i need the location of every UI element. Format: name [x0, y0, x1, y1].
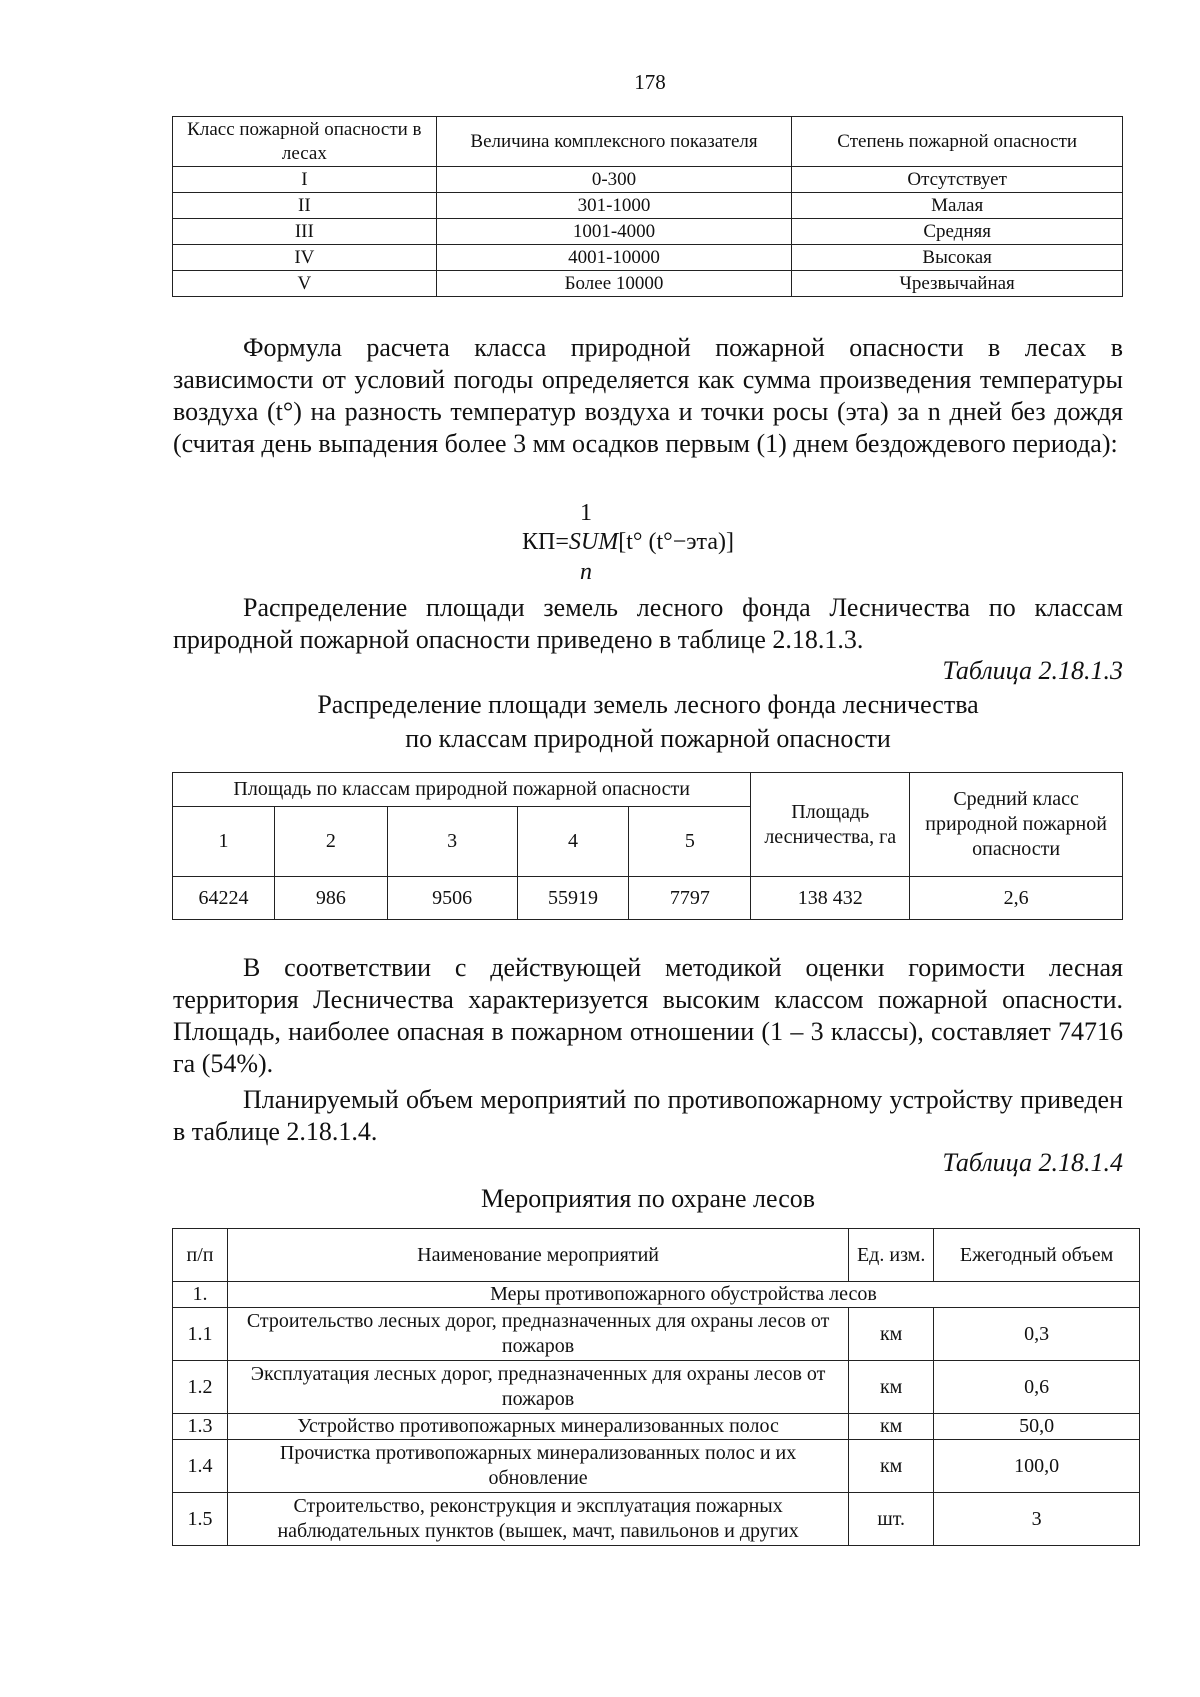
table-cell: Прочистка противопожарных минерализованных полос и их обновление	[227, 1440, 848, 1493]
table-title: Мероприятия по охране лесов	[480, 1184, 816, 1213]
table-row	[173, 219, 1123, 245]
group-header-cell: Площадь по классам природной пожарной опасности	[173, 773, 751, 807]
class-header-cell: 4	[517, 807, 629, 877]
table-cell: 100,0	[934, 1440, 1140, 1493]
table-row	[173, 193, 1123, 219]
table-cell: I	[173, 167, 437, 193]
table-header-row	[173, 117, 1123, 167]
fire-danger-class-table	[172, 116, 1123, 297]
table-cell: 4001-10000	[436, 245, 792, 271]
table-cell: 2,6	[910, 877, 1123, 920]
paragraph-text: Формула расчета класса природной пожарной опасности в лесах в зависимости от условий погоды определяется как сумма произведения температуры воздуха (t°) на разность температур воздуха и точки росы (эта) за n дней без дождя (считая день выпадения более 3 мм осадков первым (1) днем бездождевого периода):	[173, 333, 1123, 458]
section-title: Меры противопожарного обустройства лесов	[227, 1282, 1139, 1308]
table-cell: Средняя	[792, 219, 1123, 245]
class-header-cell: 1	[173, 807, 275, 877]
formula-lhs: КП=	[522, 529, 569, 555]
header-cell: Величина комплексного показателя	[436, 117, 792, 167]
table-title-line: Распределение площади земель лесного фонда лесничества	[317, 690, 979, 719]
table-cell: 1.2	[173, 1361, 228, 1414]
table-cell: 1001-4000	[436, 219, 792, 245]
table-cell: 1.4	[173, 1440, 228, 1493]
formula	[522, 500, 762, 590]
table-cell: 9506	[387, 877, 517, 920]
table-cell: км	[849, 1414, 934, 1440]
section-row	[173, 1282, 1140, 1308]
formula-body: [t° (t°−эта)]	[618, 529, 734, 555]
table-cell: км	[849, 1308, 934, 1361]
header-cell: Класс пожарной опасности в лесах	[173, 117, 437, 167]
table-header-row	[173, 773, 1123, 807]
table-row	[173, 1361, 1140, 1414]
formula-upper-limit: 1	[580, 500, 592, 526]
table-row	[173, 245, 1123, 271]
table-cell: 138 432	[751, 877, 910, 920]
avg-class-header-cell: Средний класс природной пожарной опасности	[910, 773, 1123, 877]
table-cell: Отсутствует	[792, 167, 1123, 193]
table-row	[173, 271, 1123, 297]
table-cell: V	[173, 271, 437, 297]
paragraph-text: Планируемый объем мероприятий по противопожарному устройству приведен в таблице 2.18.1.4.	[173, 1085, 1123, 1146]
table-cell: 1.5	[173, 1493, 228, 1546]
header-cell: Наименование мероприятий	[227, 1229, 848, 1282]
table-title	[173, 688, 1123, 756]
formula-lower-limit: n	[580, 559, 592, 585]
table-cell: 986	[274, 877, 387, 920]
table-cell: Эксплуатация лесных дорог, предназначенных для охраны лесов от пожаров	[227, 1361, 848, 1414]
header-cell: Ежегодный объем	[934, 1229, 1140, 1282]
table-row	[173, 877, 1123, 920]
paragraph-assessment	[173, 952, 1123, 1080]
table-row	[173, 1493, 1140, 1546]
table-number-caption: Таблица 2.18.1.4	[942, 1148, 1123, 1177]
formula-sum: SUM	[568, 529, 619, 555]
table-cell: III	[173, 219, 437, 245]
paragraph-planned-measures	[173, 1084, 1123, 1148]
table-row	[173, 167, 1123, 193]
class-header-cell: 2	[274, 807, 387, 877]
table-cell: Строительство, реконструкция и эксплуатация пожарных наблюдательных пунктов (вышек, мачт, павильонов и других	[227, 1493, 848, 1546]
table-cell: 3	[934, 1493, 1140, 1546]
header-cell: п/п	[173, 1229, 228, 1282]
table-cell: 1.1	[173, 1308, 228, 1361]
table-number-caption: Таблица 2.18.1.3	[942, 656, 1123, 685]
table-cell: 0,3	[934, 1308, 1140, 1361]
table-cell: 0-300	[436, 167, 792, 193]
table-cell: Чрезвычайная	[792, 271, 1123, 297]
table-cell: 55919	[517, 877, 629, 920]
table-cell: 7797	[629, 877, 751, 920]
table-cell: 301-1000	[436, 193, 792, 219]
paragraph-distribution-intro	[173, 592, 1123, 656]
header-cell: Ед. изм.	[849, 1229, 934, 1282]
table-row	[173, 1440, 1140, 1493]
class-header-cell: 5	[629, 807, 751, 877]
table-cell: шт.	[849, 1493, 934, 1546]
area-by-class-table	[172, 772, 1123, 920]
table-cell: 64224	[173, 877, 275, 920]
table-cell: Высокая	[792, 245, 1123, 271]
paragraph-text: Распределение площади земель лесного фонда Лесничества по классам природной пожарной опасности приведено в таблице 2.18.1.3.	[173, 593, 1123, 654]
table-title-line: по классам природной пожарной опасности	[405, 724, 891, 753]
table-cell: Малая	[792, 193, 1123, 219]
table-cell: 50,0	[934, 1414, 1140, 1440]
table-row	[173, 1414, 1140, 1440]
section-number: 1.	[173, 1282, 228, 1308]
table-cell: км	[849, 1361, 934, 1414]
table-cell: Устройство противопожарных минерализованных полос	[227, 1414, 848, 1440]
header-cell: Степень пожарной опасности	[792, 117, 1123, 167]
page-number: 178	[634, 70, 666, 94]
table-header-row	[173, 1229, 1140, 1282]
table-cell: 1.3	[173, 1414, 228, 1440]
table-cell: Более 10000	[436, 271, 792, 297]
forest-protection-measures-table	[172, 1228, 1140, 1546]
table-cell: II	[173, 193, 437, 219]
table-cell: км	[849, 1440, 934, 1493]
table-cell: IV	[173, 245, 437, 271]
class-header-cell: 3	[387, 807, 517, 877]
area-header-cell: Площадь лесничества, га	[751, 773, 910, 877]
table-row	[173, 1308, 1140, 1361]
table-cell: Строительство лесных дорог, предназначенных для охраны лесов от пожаров	[227, 1308, 848, 1361]
table-cell: 0,6	[934, 1361, 1140, 1414]
paragraph-formula-description	[173, 332, 1123, 460]
paragraph-text: В соответствии с действующей методикой оценки горимости лесная территория Лесничества характеризуется высоким классом пожарной опасности. Площадь, наиболее опасная в пожарном отношении (1 – 3 классы), составляет 74716 га (54%).	[173, 953, 1123, 1078]
